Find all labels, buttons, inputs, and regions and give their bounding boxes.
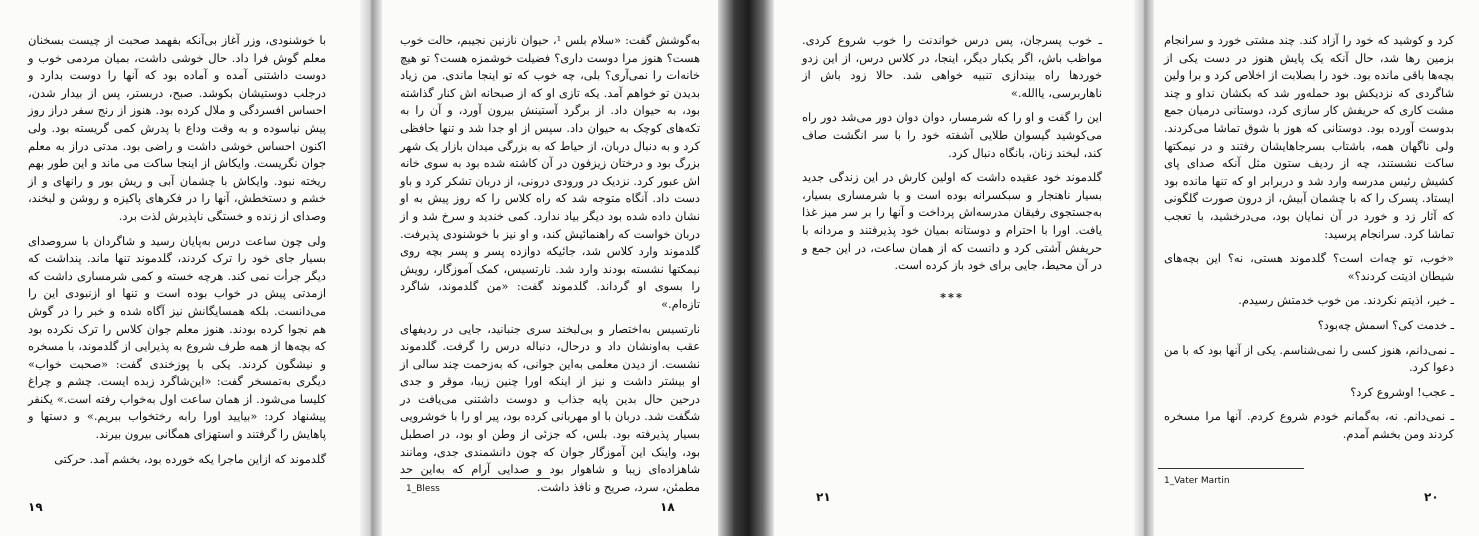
page-21 — [774, 0, 1134, 536]
page-20-text — [1164, 32, 1454, 450]
page-20 — [1154, 0, 1479, 536]
footnote: 1_Vater Martin — [1164, 476, 1230, 486]
page-19 — [0, 0, 360, 536]
paragraph: ـ خدمت کی؟ اسمش چه‌بود؟ — [1317, 317, 1454, 332]
page-21-text — [802, 32, 1102, 320]
page-number: ۲۱ — [816, 490, 831, 504]
page-number: ۲۰ — [1424, 490, 1439, 504]
paragraph: به‌گوشش گفت: «سلام بلس ¹، حیوان نازنین نجیبم، حالت خوب هست؟ هنوز مرا دوست داری؟ فضیلت خوشمزه هست؟ تو هیچ‌ خانه‌ات را نمی‌آری؟ بلی، چه خوب که تو اینجا ماندی. من زیاد بدیدن تو خواهم آمد. یکه تازی او که از صبحانه اش کنار گذاشته بود، به حیوان داد. از برگرد آستینش بیرون آورد، و آن را به تکه‌های کوچک به حیوان داد. سپس از او جدا شد و تنها حافظی کرد و به دنبال دربان، از حیاط که به بزرگی میدان بازار یک شهر بزرگ بود و درختان زیزفون در آن کاشته شده بود به سوی خانه اش عبور کرد. نزدیک در ورودی درونی، از دربان تشکر کرد و باو دست داد. آنگاه متوجه شد که راه کلاس را که روز پیش به او نشان داده شده بود دیگر بیاد ندارد. کمی خندید و سرخ شد و از دربان خواست که راهنمائیش کند، و او نیز با خوشنودی پذیرفت. گلدموند وارد کلاس شد، جائیکه دوازده پسر و پسر بچه روی نیمکتها نشسته بودند وارد شد. نارتسیس، کمک آموزگار، رویش را بسوی او گرداند. گلدموند گفت: «من گلدموند، شاگرد تازه‌ام.» — [400, 33, 700, 311]
footnote-rule — [400, 478, 550, 479]
paragraph: گلدموند که ازاین ماجرا یکه خورده بود، بخشم آمد. حرکتی — [54, 451, 326, 466]
page-18-text — [400, 32, 700, 503]
page-gutter — [1134, 0, 1154, 536]
paragraph: ـ نمی‌دانم. نه، به‌گمانم خودم شروع کردم. آنها مرا مسخره کردند ومن بخشم آمدم. — [1164, 409, 1454, 441]
book-binding — [718, 0, 774, 536]
paragraph: با خوشنودی، وزر آغاز بی‌آنکه بفهمد صحبت از چیست بسخنان معلم گوش فرا داد. حال خوشی داشت، بمیان مردمی خوب و دوست داشتنی آمده و آماده بود که آنها را دوست بدارد و درجلب دوستیشان بکوشد. صبح، دربستر، پس از بیدار شدن، احساس افسردگی و ملال کرده بود. هنوز از رنج سفر دراز روز پیش نیاسوده و به وقت وداع با پدرش کمی گریسته بود. ولی اکنون احساس خوشی داشت و راضی بود. مدتی دراز به معلم جوان نگریست. وایکاش از اینجا ساکت می ماند و این طور بهم ریخته نبود. وایکاش با چشمان آبی و ریش بور و رانهای و از خشم و دستخطش، آنها را در فکرهای پاکیزه و روشن و لبخند، وصدای از زنده و خستگی ناپذیرش لذت برد. — [28, 33, 326, 223]
page-18 — [382, 0, 718, 536]
paragraph: این را گفت و او را که شرمسار، دوان دوان دور می‌شد دور راه می‌کوشید گیسوان طلایی آشفته خود را با سر انگشت صاف کند، لبخند زنان، بانگاه دنبال کرد. — [802, 110, 1102, 160]
paragraph: نارتسیس به‌اختصار و بی‌لبخند سری جنبانید، جایی در ردیفهای عقب به‌اونشان داد و درحال، دنباله درس را گرفت. گلدموند نشست. از دیدن معلمی به‌این جوانی، که به‌زحمت چند سالی از او بیشتر داشت و نیز از اینکه اورا چنین زیبا، موقر و جدی درحین حال بدین پایه جذاب و دوست داشتنی می‌یافت در شگفت شد. دربان با او مهربانی کرده بود، پیر او را با خوشرویی بسیار پذیرفته بود. بلس، که جزئی از وطن او بود، در اصطبل بود، واینک این آموزگار جوان که چون دانشمندی جدی، ومانند شاهزاده‌ای زیبا و شاهوار بود و صدایی آرام که به‌این حد مطمئن، سرد، صریح و نافذ داشت. — [400, 321, 700, 494]
paragraph: ـ نمی‌دانم، هنوز کسی را نمی‌شناسم. یکی از آنها بود که با من دعوا کرد. — [1164, 342, 1454, 375]
page-number: ۱۹ — [28, 500, 43, 514]
paragraph: ـ خیر، اذیتم نکردند. من خوب خدمتش رسیدم. — [1238, 293, 1454, 308]
paragraph: «خوب، تو چه‌ات است؟ گلدموند هستی، نه؟ این بچه‌های شیطان اذیتت کردند؟» — [1164, 251, 1454, 283]
paragraph: گلدموند خود عقیده داشت که اولین کارش در این زندگی جدید بسیار ناهنجار و سبکسرانه بوده است و با شرمساری بسیار، به‌جستجوی رفیقان مدرسه‌اش پرداخت و آنها را بر سر میز غذا یافت. اورا با احترام و دوستانه بمیان خود پذیرفتند و مردانه با حریفش آشتی کرد و دانست که از همان ساعت، در این جمع و در آن محیط، جایی برای خود باز کرده است. — [802, 170, 1102, 273]
paragraph: ـ خوب پسرجان، پس درس خواندنت را خوب شروع کردی. مواظب باش، اگر یکبار دیگر، اینجا، در کلاس درس، از این زدو خوردها راه بیندازی تنبیه خواهی شد. حالا زود باش از ناهاربرسی، یاالله.» — [802, 33, 1102, 100]
paragraph: ـ عجب! اوشروع کرد؟ — [1350, 384, 1454, 399]
paragraph: کرد و کوشید که خود را آزاد کند. چند مشتی خورد و سرانجام بزمین رها شد، حال آنکه یک پایش هنوز در دست یکی از بچه‌ها باقی مانده بود. خود را بصلابت از اخلاص کرد و برا ولین شاگردی که نزدیکش بود حمله‌ور شد که بکشان نداو و چند مشت کاری که حریفش کار سازی کرد، دوستانی درمیان جمع بدوست آورده بود. دوستانی که هوز با شوق تماشا می‌کردند. ولی ناگهان همه، باشتاب بسرجاهایشان رفتند و در نیمکتها ساکت نشستند، چه از ردیف ستون مثل آنکه صدای پای کشیش رئیس مدرسه وارد شد و دربرابر او که تنها مانده بود ایستاد. پسرک را که با چشمان آبیش، از درون صورت گلگونی که آثار زد و خورد در آن نمایان بود، می‌درخشید، با تعجب تماشا کرد. سرانجام پرسید: — [1164, 33, 1454, 241]
page-gutter — [360, 0, 382, 536]
footnote: 1_Bless — [406, 484, 440, 494]
section-separator: *** — [940, 289, 964, 304]
page-19-text — [28, 32, 326, 475]
page-number: ۱۸ — [660, 500, 675, 514]
footnote-rule — [1158, 468, 1304, 469]
paragraph: ولی چون ساعت درس به‌پایان رسید و شاگردان با سروصدای بسیار جای خود را ترک کردند، گلدموند تنها ماند. پنداشت که دیگر جرأت نمی کند. هرچه خسته و کمی شرمساری داشت که ازمدتی پیش در خواب بوده است و تنها او ازنبودی این را می‌دانست. بلکه همسایگانش نیز آگاه شده و خبر را در گوش هم نجوا کرده بودند. هنوز معلم جوان کلاس را ترک نکرده بود که بچه‌ها از همه طرف شروع به پذیرایی از گلدموند، با مسخره و نیشگون کردند. یکی با پوزخندی گفت: «صحبت خواب» دیگری به‌تمسخر گفت: «این‌شاگرد زبده ایست. چشم و چراغ کلیسا می‌شود. از همان ساعت اول به‌خواب رفته است.» یکنفر پیشنهاد کرد: «بیایید اورا رابه رختخواب ببریم.» و دستها و پاهایش را گرفتند و استهزای همگانی بیرون بیرند. — [28, 233, 326, 442]
